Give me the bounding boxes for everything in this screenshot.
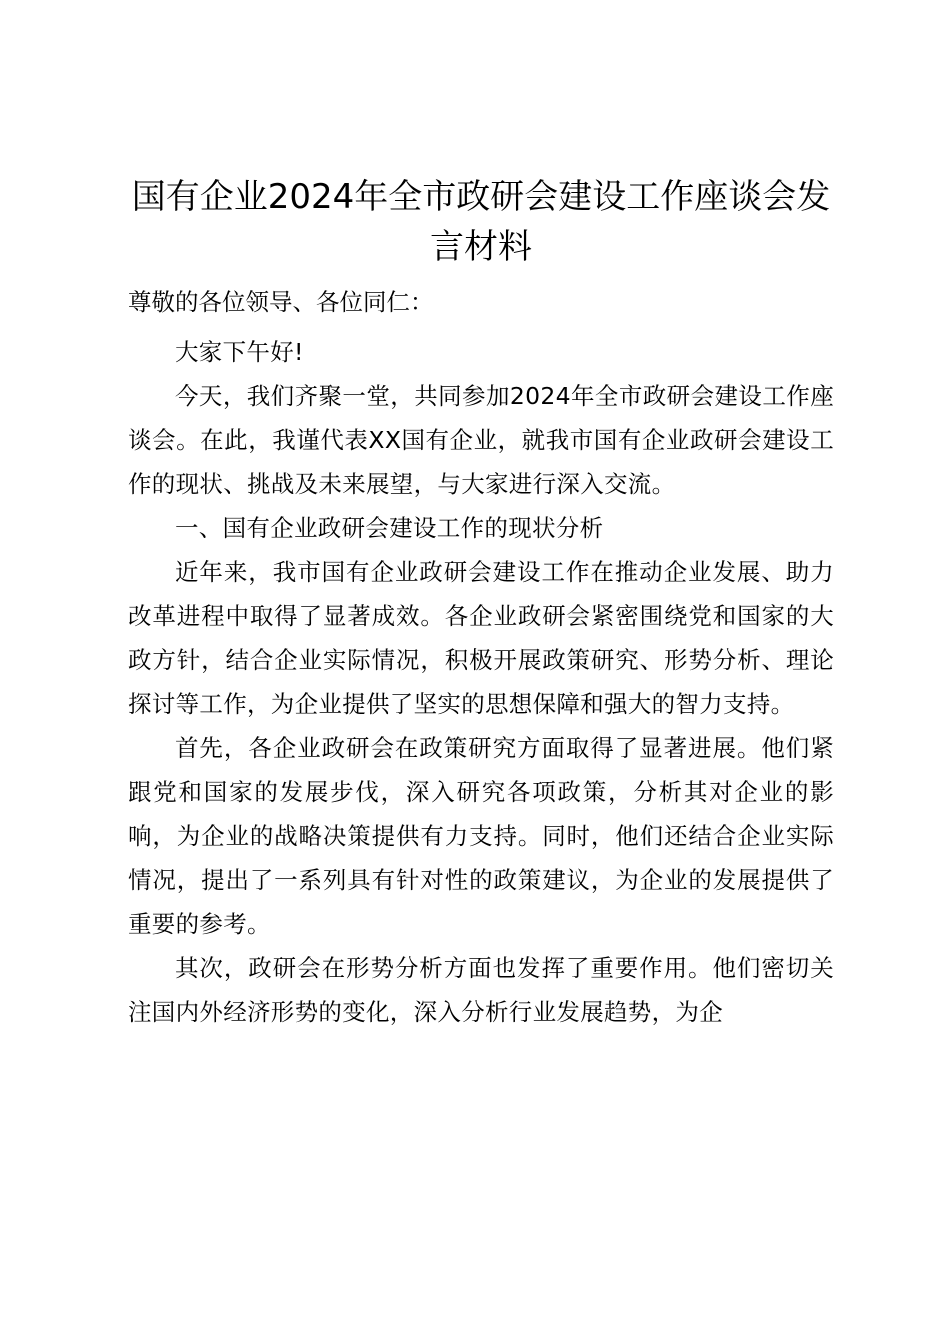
body-paragraph: 首先，各企业政研会在政策研究方面取得了显著进展。他们紧跟党和国家的发展步伐，深入研究各项政策，分析其对企业的影响，为企业的战略决策提供有力支持。同时，他们还结合企业实际情况，提出了一系列具有针对性的政策建议，为企业的发展提供了重要的参考。 bbox=[128, 734, 834, 938]
body-paragraph: 近年来，我市国有企业政研会建设工作在推动企业发展、助力改革进程中取得了显著成效。各企业政研会紧密围绕党和国家的大政方针，结合企业实际情况，积极开展政策研究、形势分析、理论探讨等工作，为企业提供了坚实的思想保障和强大的智力支持。 bbox=[128, 558, 834, 718]
intro-paragraph: 今天，我们齐聚一堂，共同参加2024年全市政研会建设工作座谈会。在此，我谨代表XX国有企业，就我市国有企业政研会建设工作的现状、挑战及未来展望，与大家进行深入交流。 bbox=[128, 382, 834, 498]
greeting-paragraph: 大家下午好! bbox=[175, 338, 304, 366]
document-title: 国有企业2024年全市政研会建设工作座谈会发言材料 bbox=[131, 177, 831, 267]
body-paragraph: 其次，政研会在形势分析方面也发挥了重要作用。他们密切关注国内外经济形势的变化，深入分析行业发展趋势，为企 bbox=[128, 954, 834, 1026]
salutation: 尊敬的各位领导、各位同仁： bbox=[128, 288, 434, 316]
document-body bbox=[128, 172, 834, 1034]
section-heading: 一、国有企业政研会建设工作的现状分析 bbox=[175, 514, 604, 542]
